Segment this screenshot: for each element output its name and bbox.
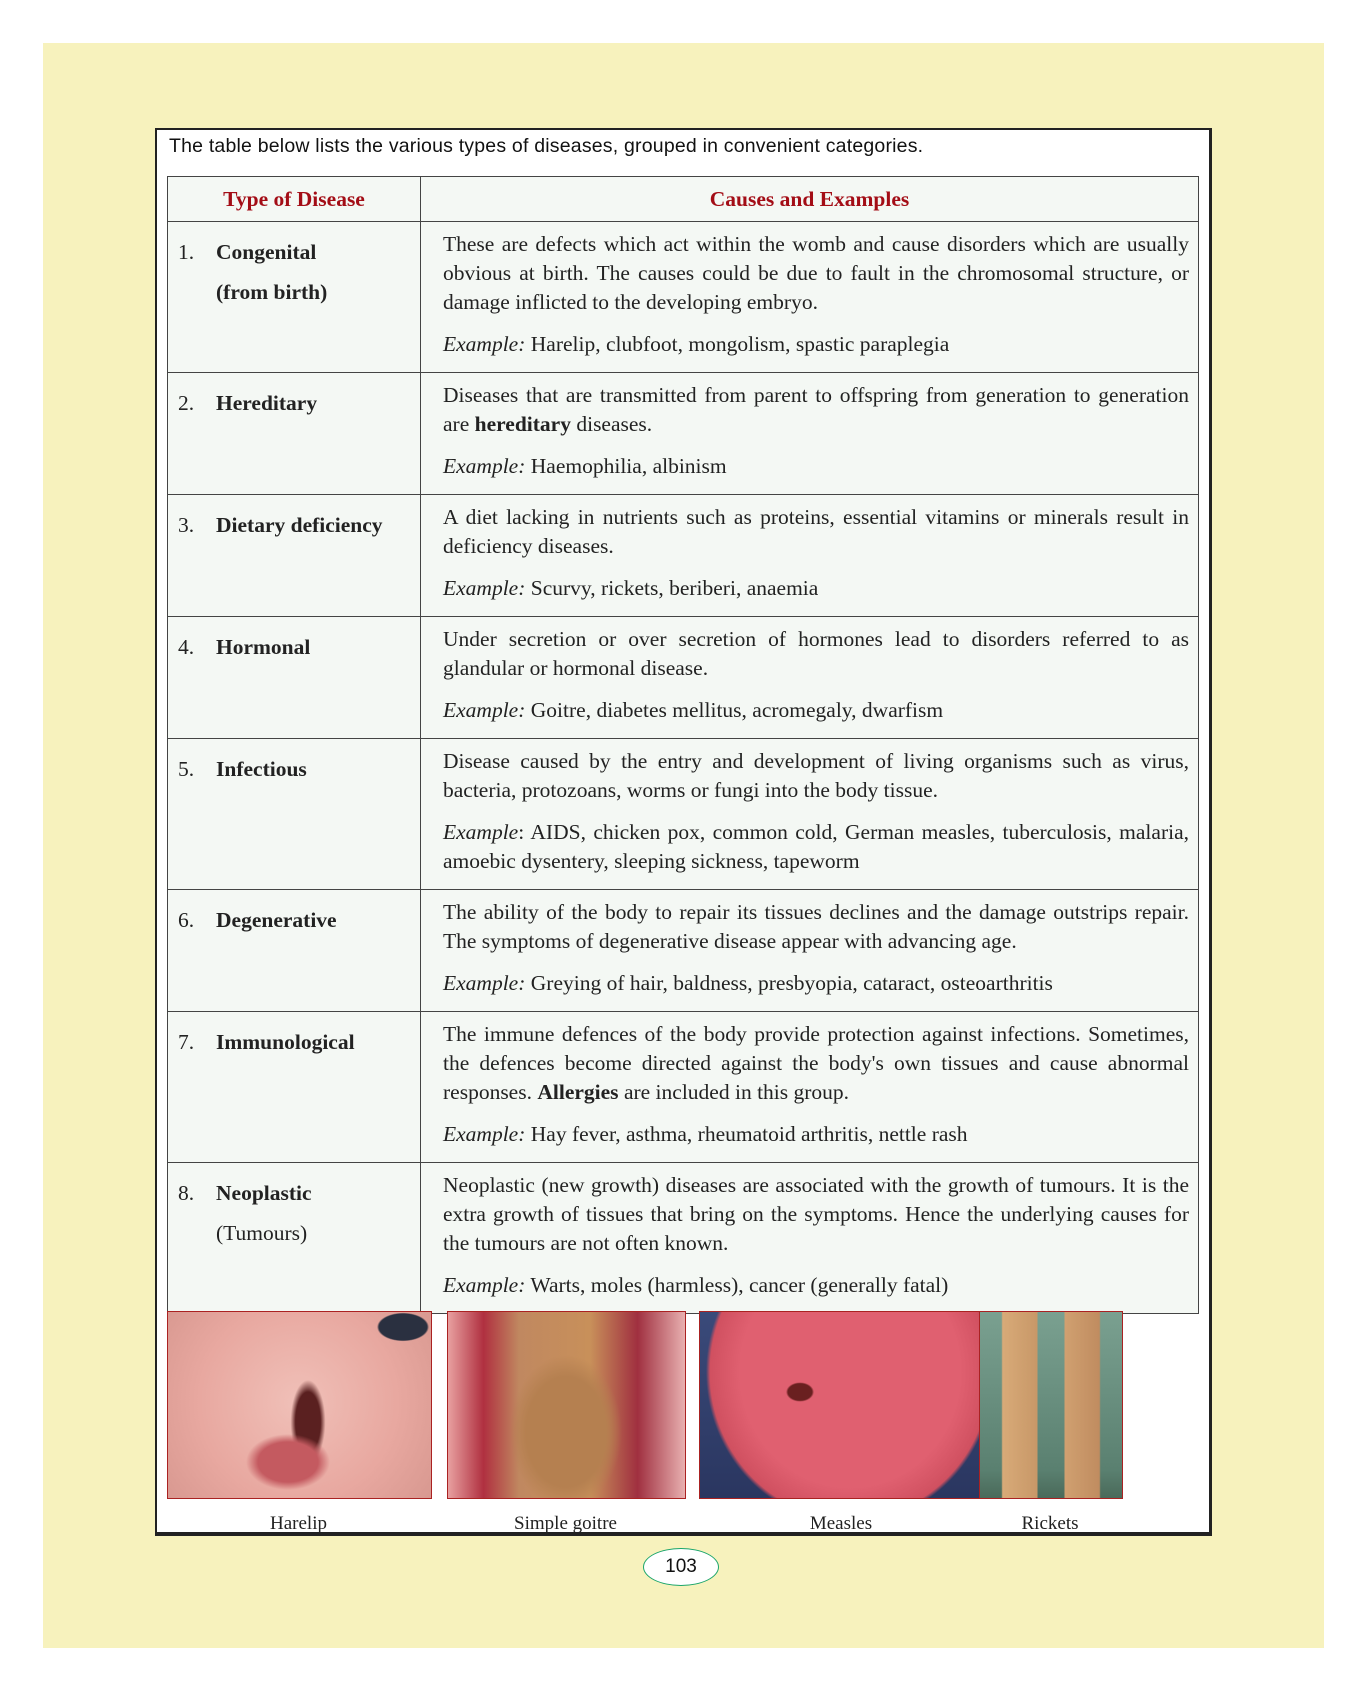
disease-type-cell — [168, 739, 421, 890]
table-row — [168, 1163, 1199, 1314]
page-number: 103 — [643, 1548, 719, 1586]
example-text: Warts, moles (harmless), cancer (generally fatal) — [530, 1273, 949, 1297]
row-number: 4. — [178, 635, 195, 659]
example-label: Example: — [443, 454, 526, 478]
description-text: Diseases that are transmitted from parent to offspring from generation to generation are — [443, 383, 1189, 436]
example-label: Example: — [443, 971, 526, 995]
causes-cell — [421, 222, 1199, 373]
example-text: : AIDS, chicken pox, common cold, German measles, tuberculosis, malaria, amoebic dysentery, sleeping sickness, tapeworm — [443, 820, 1189, 873]
example-label: Example: — [443, 332, 526, 356]
description-text: diseases. — [570, 412, 653, 436]
example — [443, 1271, 1189, 1300]
bold-term: Allergies — [537, 1080, 619, 1104]
harelip-caption: Harelip — [270, 1513, 327, 1534]
description-text: The immune defences of the body provide protection against infections. Sometimes, the defences become directed against the body's own tissues and cause abnormal responses. — [443, 1022, 1189, 1104]
description — [443, 230, 1189, 317]
description — [443, 381, 1189, 439]
table-row — [168, 890, 1199, 1012]
measles-photo — [699, 1311, 985, 1499]
disease-table — [167, 176, 1199, 1314]
example-label: Example — [443, 820, 519, 844]
causes-cell — [421, 373, 1199, 495]
rickets-photo — [979, 1311, 1123, 1499]
description — [443, 1171, 1189, 1258]
disease-type: Hormonal — [216, 635, 311, 659]
description-text: Neoplastic (new growth) diseases are associated with the growth of tumours. It is the extra growth of tissues that bring on the symptoms. Hence the underlying causes for the tumours are not often known. — [443, 1173, 1189, 1255]
disease-type: Hereditary — [216, 391, 318, 415]
example — [443, 969, 1189, 998]
disease-type-cell — [168, 222, 421, 373]
description-text: The ability of the body to repair its tissues declines and the damage outstrips repair. The symptoms of degenerative disease appear with advancing age. — [443, 900, 1189, 953]
rickets-caption: Rickets — [1021, 1513, 1079, 1534]
row-number: 2. — [178, 391, 195, 415]
disease-type-cell — [168, 495, 421, 617]
example-label: Example: — [443, 1122, 526, 1146]
disease-type: Congenital — [216, 240, 317, 264]
example — [443, 574, 1189, 603]
header-causes-and-examples: Causes and Examples — [421, 177, 1199, 222]
example-label: Example: — [443, 576, 526, 600]
simple-goitre-caption: Simple goitre — [514, 1513, 617, 1534]
description-text: These are defects which act within the womb and cause disorders which are usually obvious at birth. The causes could be due to fault in the chromosomal structure, or damage inflicted to the developing embryo. — [443, 232, 1189, 314]
table-row — [168, 617, 1199, 739]
description — [443, 625, 1189, 683]
example — [443, 330, 1189, 359]
description — [443, 503, 1189, 561]
disease-type: Neoplastic — [216, 1181, 312, 1205]
table-row — [168, 739, 1199, 890]
example — [443, 818, 1189, 876]
row-number: 7. — [178, 1030, 195, 1054]
disease-type-cell — [168, 1012, 421, 1163]
example-label: Example: — [443, 698, 526, 722]
example — [443, 452, 1189, 481]
disease-type: Dietary deficiency — [216, 513, 383, 537]
header-type-of-disease: Type of Disease — [168, 177, 421, 222]
disease-type: Infectious — [216, 757, 307, 781]
disease-type-cell — [168, 617, 421, 739]
measles-caption: Measles — [809, 1513, 873, 1534]
content-frame — [155, 128, 1212, 1536]
example-label: Example: — [443, 1273, 526, 1297]
description-text: Under secretion or over secretion of hormones lead to disorders referred to as glandular or hormonal disease. — [443, 627, 1189, 680]
table-row — [168, 495, 1199, 617]
disease-subtype: (from birth) — [216, 280, 328, 304]
example-text: Goitre, diabetes mellitus, acromegaly, dwarfism — [530, 698, 944, 722]
causes-cell — [421, 890, 1199, 1012]
table-header-row — [168, 177, 1199, 222]
description — [443, 1020, 1189, 1107]
table-row — [168, 1012, 1199, 1163]
bold-term: hereditary — [474, 412, 571, 436]
causes-cell — [421, 739, 1199, 890]
description-text: are included in this group. — [618, 1080, 850, 1104]
row-number: 6. — [178, 908, 195, 932]
description-text: A diet lacking in nutrients such as proteins, essential vitamins or minerals result in deficiency diseases. — [443, 505, 1189, 558]
simple-goitre-photo — [447, 1311, 686, 1499]
disease-type-cell — [168, 890, 421, 1012]
causes-cell — [421, 1012, 1199, 1163]
example — [443, 1120, 1189, 1149]
row-number: 1. — [178, 240, 195, 264]
disease-type-cell — [168, 373, 421, 495]
disease-type: Degenerative — [216, 908, 337, 932]
causes-cell — [421, 617, 1199, 739]
description — [443, 898, 1189, 956]
example-text: Scurvy, rickets, beriberi, anaemia — [530, 576, 819, 600]
example-text: Harelip, clubfoot, mongolism, spastic paraplegia — [530, 332, 950, 356]
row-number: 3. — [178, 513, 195, 537]
row-number: 8. — [178, 1181, 195, 1205]
row-number: 5. — [178, 757, 195, 781]
description — [443, 747, 1189, 805]
harelip-photo — [167, 1311, 432, 1499]
disease-type: Immunological — [216, 1030, 355, 1054]
disease-type-cell — [168, 1163, 421, 1314]
causes-cell — [421, 495, 1199, 617]
example-text: Hay fever, asthma, rheumatoid arthritis, nettle rash — [530, 1122, 968, 1146]
description-text: Disease caused by the entry and development of living organisms such as virus, bacteria, protozoans, worms or fungi into the body tissue. — [443, 749, 1189, 802]
example-text: Haemophilia, albinism — [530, 454, 727, 478]
table-row — [168, 373, 1199, 495]
disease-subtype: (Tumours) — [216, 1221, 308, 1245]
table-row — [168, 222, 1199, 373]
intro-text: The table below lists the various types of diseases, grouped in convenient categories. — [169, 135, 924, 157]
photo-strip — [167, 1311, 1201, 1534]
example — [443, 696, 1189, 725]
causes-cell — [421, 1163, 1199, 1314]
example-text: Greying of hair, baldness, presbyopia, cataract, osteoarthritis — [530, 971, 1053, 995]
